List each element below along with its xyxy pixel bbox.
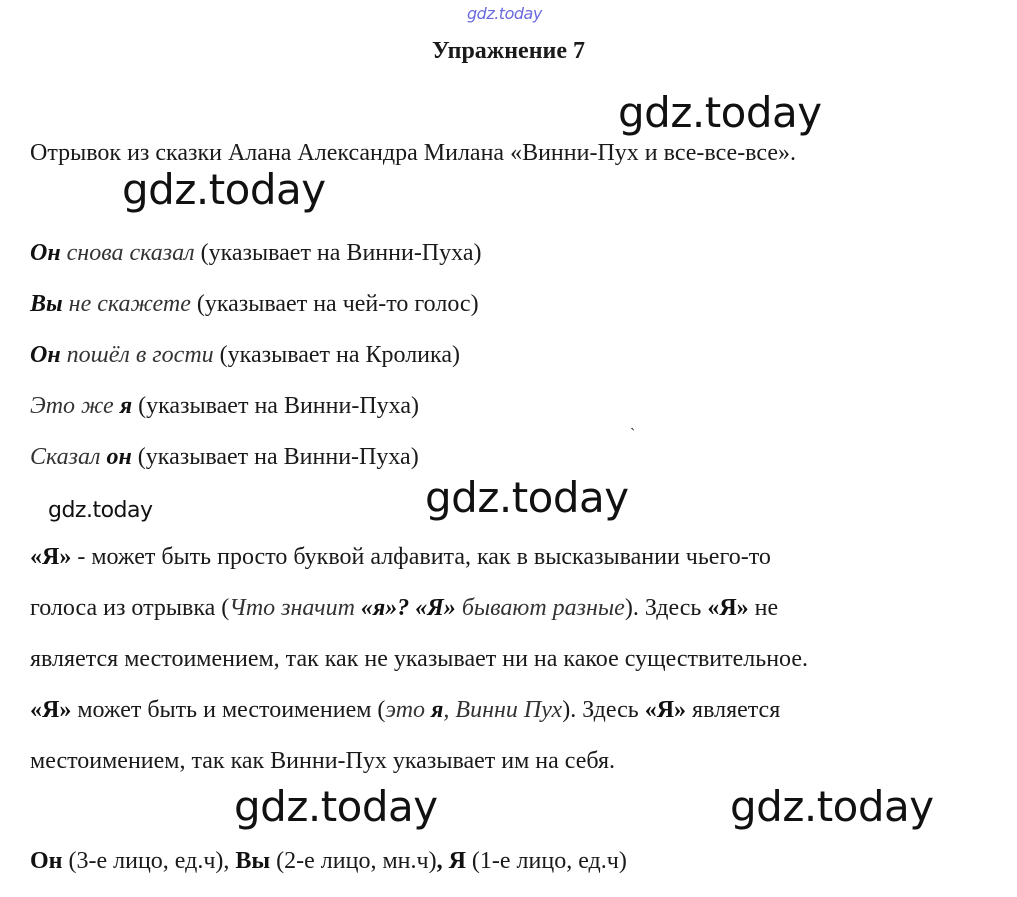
quoted-ya: «Я»: [30, 697, 72, 723]
paragraph-line-5: местоимением, так как Винни-Пух указывает им на себя.: [30, 748, 616, 774]
watermark: gdz.today: [618, 88, 822, 137]
example-phrase: не скажете: [62, 291, 191, 317]
example-line-3: [30, 342, 460, 369]
watermark: gdz.today: [122, 165, 326, 214]
example-note: (указывает на Кролика): [213, 342, 460, 368]
quote-italic: , Винни Пух: [443, 697, 563, 723]
pronoun: Он: [30, 342, 61, 368]
example-phrase: Сказал: [30, 444, 107, 470]
quoted-ya: «Я»: [707, 595, 749, 621]
stray-mark: `: [630, 426, 636, 443]
watermark: gdz.today: [48, 498, 153, 523]
quote-italic: бывают разные: [455, 595, 625, 621]
quote-bold: я: [431, 697, 444, 723]
paragraph-line-1: [30, 544, 771, 571]
paragraph-text: - может быть просто буквой алфавита, как в высказывании чьего-то: [71, 544, 771, 570]
example-line-4: [30, 393, 419, 420]
summary-line: [30, 848, 627, 875]
paragraph-text: не: [748, 595, 779, 621]
paragraph-text: ). Здесь: [624, 595, 708, 621]
pronoun: Вы: [235, 848, 271, 874]
paragraph-text: голоса из отрывка (: [30, 595, 230, 621]
example-note: (указывает на чей-то голос): [190, 291, 479, 317]
summary-text: (3-е лицо, ед.ч),: [62, 848, 236, 874]
example-note: (указывает на Винни-Пуха): [132, 393, 419, 419]
example-note: (указывает на Винни-Пуха): [194, 240, 482, 266]
pronoun: Вы: [30, 291, 63, 317]
watermark: gdz.today: [425, 473, 629, 522]
example-line-2: [30, 291, 479, 318]
quoted-ya: «Я»: [30, 544, 72, 570]
quoted-ya: «Я»: [644, 697, 687, 723]
example-phrase: пошёл в гости: [60, 342, 214, 368]
summary-text: (1-е лицо, ед.ч): [465, 848, 627, 874]
example-phrase: снова сказал: [60, 240, 195, 266]
pronoun: он: [106, 444, 132, 470]
summary-text: (2-е лицо, мн.ч): [270, 848, 437, 874]
example-note: (указывает на Винни-Пуха): [131, 444, 419, 470]
pronoun: я: [119, 393, 133, 419]
paragraph-text: может быть и местоимением (: [71, 697, 386, 723]
watermark-top: gdz.today: [467, 4, 542, 23]
exercise-title: Упражнение 7: [431, 38, 585, 64]
intro-text: Отрывок из сказки Алана Александра Милана «Винни-Пух и все-все-все».: [30, 140, 796, 166]
quote-bold: «я»? «Я»: [360, 595, 456, 621]
example-phrase: Это же: [30, 393, 120, 419]
example-line-5: [30, 444, 419, 471]
paragraph-text: является: [686, 697, 781, 723]
paragraph-line-4: [30, 697, 780, 724]
quote-italic: Что значит: [229, 595, 361, 621]
example-line-1: [30, 240, 481, 267]
watermark: gdz.today: [730, 782, 934, 831]
watermark: gdz.today: [234, 782, 438, 831]
paragraph-line-2: [30, 595, 778, 622]
paragraph-text: ). Здесь: [562, 697, 645, 723]
pronoun: Он: [30, 848, 63, 874]
pronoun: , Я: [436, 848, 466, 874]
pronoun: Он: [30, 240, 61, 266]
paragraph-line-3: является местоимением, так как не указывает ни на какое существительное.: [30, 646, 808, 672]
quote-italic: это: [385, 697, 432, 723]
